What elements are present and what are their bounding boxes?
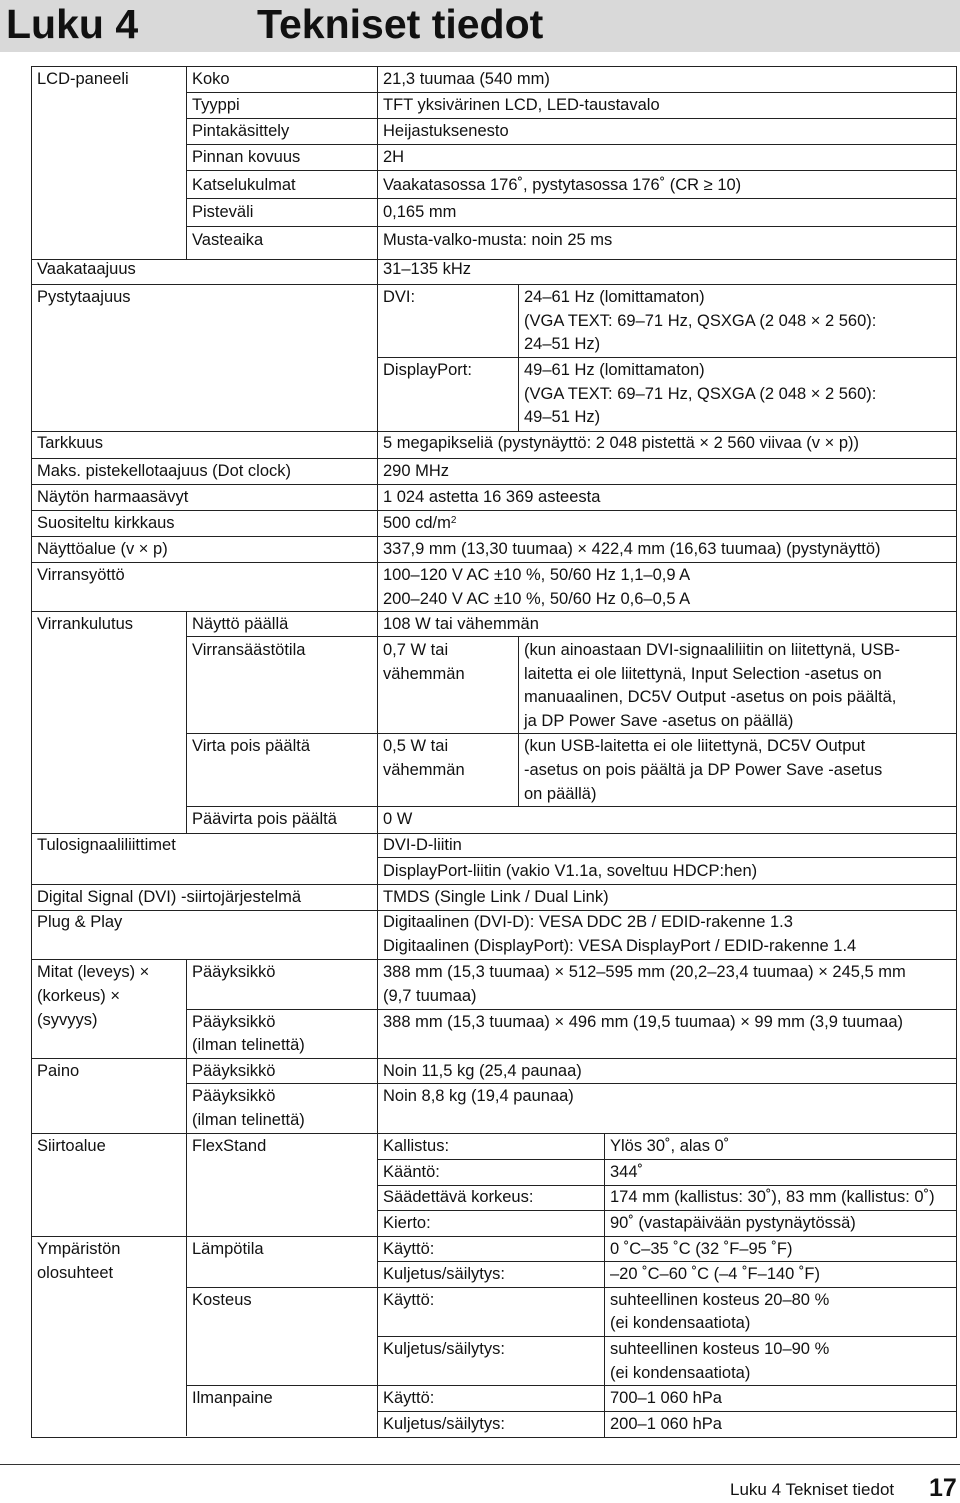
spec-label: Suositeltu kirkkaus xyxy=(37,514,175,532)
col-divider xyxy=(186,611,187,833)
spec-note: laitetta ei ole liitettynä, Input Selection -asetus on xyxy=(524,665,882,683)
spec-key: (ilman telinettä) xyxy=(192,1036,305,1054)
spec-value: 0,7 W tai xyxy=(383,641,449,659)
col-divider xyxy=(186,959,187,1436)
spec-value: TMDS (Single Link / Dual Link) xyxy=(383,888,609,906)
footer-chapter: Luku 4 Tekniset tiedot xyxy=(730,1480,895,1499)
spec-label: olosuhteet xyxy=(37,1264,114,1282)
row-divider xyxy=(31,259,957,260)
spec-key: Katselukulmat xyxy=(192,176,296,194)
row-divider xyxy=(31,1133,957,1134)
spec-value: (VGA TEXT: 69–71 Hz, QSXGA (2 048 × 2 560): xyxy=(524,312,877,330)
brightness-sup: 2 xyxy=(450,515,457,526)
spec-note: manuaalinen, DC5V Output -asetus on pois päältä, xyxy=(524,688,897,706)
spec-key: Pääyksikkö xyxy=(192,963,276,981)
spec-value: 5 megapikseliä (pystynäyttö: 2 048 pistettä × 2 560 viivaa (v × p)) xyxy=(383,434,860,452)
subrow-divider xyxy=(377,1336,957,1337)
spec-value xyxy=(383,512,456,536)
subrow-divider xyxy=(186,92,957,93)
spec-value: 0,165 mm xyxy=(383,203,457,221)
spec-label: Digital Signal (DVI) -siirtojärjestelmä xyxy=(37,888,302,906)
spec-key: Käyttö: xyxy=(383,1389,435,1407)
spec-key: Kosteus xyxy=(192,1291,252,1309)
spec-key: Säädettävä korkeus: xyxy=(383,1188,534,1206)
spec-value: 0 ˚C–35 ˚C (32 ˚F–95 ˚F) xyxy=(610,1240,793,1258)
spec-key: Pääyksikkö xyxy=(192,1062,276,1080)
spec-key: Vasteaika xyxy=(192,231,264,249)
spec-key: Kierto: xyxy=(383,1214,431,1232)
spec-value: suhteellinen kosteus 10–90 % xyxy=(610,1340,830,1358)
subrow-divider xyxy=(186,226,957,227)
footer-rule xyxy=(0,1464,960,1465)
spec-value: 388 mm (15,3 tuumaa) × 496 mm (19,5 tuumaa) × 99 mm (3,9 tuumaa) xyxy=(383,1013,903,1031)
subrow-divider xyxy=(186,170,957,171)
subrow-divider xyxy=(186,144,957,145)
spec-note: -asetus on pois päältä ja DP Power Save -asetus xyxy=(524,761,883,779)
spec-value: 49–61 Hz (lomittamaton) xyxy=(524,361,705,379)
spec-label: Paino xyxy=(37,1062,80,1080)
spec-label: Tarkkuus xyxy=(37,434,104,452)
spec-key: Pinnan kovuus xyxy=(192,148,301,166)
spec-key: Kallistus: xyxy=(383,1137,450,1155)
spec-note: ja DP Power Save -asetus on päällä) xyxy=(524,712,794,730)
spec-key: Virta pois päältä xyxy=(192,737,311,755)
row-divider xyxy=(31,510,957,511)
spec-value: 200–1 060 hPa xyxy=(610,1415,722,1433)
spec-value: Heijastuksenesto xyxy=(383,122,509,140)
spec-value: Noin 8,8 kg (19,4 paunaa) xyxy=(383,1087,574,1105)
spec-value: 49–51 Hz) xyxy=(524,408,601,426)
spec-key: Käyttö: xyxy=(383,1240,435,1258)
spec-key: Pääyksikkö xyxy=(192,1087,276,1105)
subrow-divider xyxy=(186,1009,957,1010)
row-divider xyxy=(31,1058,957,1059)
spec-value: vähemmän xyxy=(383,665,465,683)
spec-value: 21,3 tuumaa (540 mm) xyxy=(383,70,550,88)
spec-key: Virransäästötila xyxy=(192,641,306,659)
spec-value: DVI-D-liitin xyxy=(383,836,462,854)
row-divider xyxy=(31,458,957,459)
spec-label: Näyttöalue (v × p) xyxy=(37,540,168,558)
spec-value: 0,5 W tai xyxy=(383,737,449,755)
subrow-divider xyxy=(377,357,957,358)
spec-key: DVI: xyxy=(383,288,416,306)
spec-value: 24–51 Hz) xyxy=(524,335,601,353)
lcd-panel-label: LCD-paneeli xyxy=(37,70,129,88)
col-divider xyxy=(186,66,187,259)
spec-value: DisplayPort-liitin (vakio V1.1a, soveltuu HDCP:hen) xyxy=(383,862,758,880)
spec-value: 108 W tai vähemmän xyxy=(383,615,539,633)
spec-value: TFT yksivärinen LCD, LED-taustavalo xyxy=(383,96,660,114)
spec-key: Lämpötila xyxy=(192,1240,264,1258)
subrow-divider xyxy=(186,636,957,637)
spec-value: Digitaalinen (DisplayPort): VESA DisplayPort / EDID-rakenne 1.4 xyxy=(383,937,857,955)
spec-value: 174 mm (kallistus: 30˚), 83 mm (kallistus: 0˚) xyxy=(610,1188,935,1206)
spec-key: Kuljetus/säilytys: xyxy=(383,1415,505,1433)
row-divider xyxy=(31,484,957,485)
spec-key: Pisteväli xyxy=(192,203,254,221)
spec-value: Noin 11,5 kg (25,4 paunaa) xyxy=(383,1062,582,1080)
subrow-divider xyxy=(377,1210,957,1211)
spec-value: suhteellinen kosteus 20–80 % xyxy=(610,1291,830,1309)
spec-value: 700–1 060 hPa xyxy=(610,1389,722,1407)
spec-value: 337,9 mm (13,30 tuumaa) × 422,4 mm (16,63 tuumaa) (pystynäyttö) xyxy=(383,540,881,558)
spec-value: (VGA TEXT: 69–71 Hz, QSXGA (2 048 × 2 560): xyxy=(524,385,877,403)
spec-label: Plug & Play xyxy=(37,913,123,931)
spec-key: Ilmanpaine xyxy=(192,1389,273,1407)
spec-label: Pystytaajuus xyxy=(37,288,131,306)
col-divider xyxy=(518,284,519,431)
spec-note: on päällä) xyxy=(524,785,597,803)
spec-value: 0 W xyxy=(383,810,413,828)
subrow-divider xyxy=(186,1385,957,1386)
spec-label: Tulosignaaliliittimet xyxy=(37,836,176,854)
spec-note: (kun ainoastaan DVI-signaaliliitin on liitettynä, USB- xyxy=(524,641,901,659)
page-number: 17 xyxy=(929,1474,957,1502)
spec-value: Digitaalinen (DVI-D): VESA DDC 2B / EDID-rakenne 1.3 xyxy=(383,913,793,931)
spec-value: 2H xyxy=(383,148,405,166)
spec-key: Pintakäsittely xyxy=(192,122,290,140)
spec-value: 344˚ xyxy=(610,1163,644,1181)
chapter-title: Tekniset tiedot xyxy=(257,1,544,47)
spec-value: Musta-valko-musta: noin 25 ms xyxy=(383,231,613,249)
spec-value: Vaakatasossa 176˚, pystytasossa 176˚ (CR ≥ 10) xyxy=(383,176,742,194)
subrow-divider xyxy=(377,1411,957,1412)
spec-key: (ilman telinettä) xyxy=(192,1111,305,1129)
spec-label: Virransyöttö xyxy=(37,566,125,584)
subrow-divider xyxy=(186,118,957,119)
spec-value: 388 mm (15,3 tuumaa) × 512–595 mm (20,2–23,4 tuumaa) × 245,5 mm xyxy=(383,963,906,981)
spec-value: –20 ˚C–60 ˚C (–4 ˚F–140 ˚F) xyxy=(610,1265,820,1283)
spec-key: Päävirta pois päältä xyxy=(192,810,337,828)
spec-key: Pääyksikkö xyxy=(192,1013,276,1031)
spec-value: 31–135 kHz xyxy=(383,260,472,278)
row-divider xyxy=(31,959,957,960)
row-divider xyxy=(31,284,957,285)
spec-label: Maks. pistekellotaajuus (Dot clock) xyxy=(37,462,292,480)
subrow-divider xyxy=(377,1159,957,1160)
spec-key: Tyyppi xyxy=(192,96,240,114)
spec-label: (korkeus) × xyxy=(37,987,120,1005)
col-divider xyxy=(377,66,378,1438)
spec-label: Vaakataajuus xyxy=(37,260,136,278)
spec-label: Virrankulutus xyxy=(37,615,133,633)
spec-value: vähemmän xyxy=(383,761,465,779)
spec-value: (9,7 tuumaa) xyxy=(383,987,477,1005)
brightness-value: 500 cd/m xyxy=(383,514,451,532)
subrow-divider xyxy=(186,198,957,199)
spec-key: Käyttö: xyxy=(383,1291,435,1309)
spec-value: (ei kondensaatiota) xyxy=(610,1364,751,1382)
spec-value: 290 MHz xyxy=(383,462,450,480)
spec-key: Kääntö: xyxy=(383,1163,440,1181)
spec-label: Siirtoalue xyxy=(37,1137,106,1155)
spec-value: 90˚ (vastapäivään pystynäytössä) xyxy=(610,1214,856,1232)
spec-key: Kuljetus/säilytys: xyxy=(383,1265,505,1283)
spec-label: (syvyys) xyxy=(37,1011,98,1029)
col-divider xyxy=(518,636,519,806)
row-divider xyxy=(31,562,957,563)
spec-value: Ylös 30˚, alas 0˚ xyxy=(610,1137,730,1155)
row-divider xyxy=(31,1236,957,1237)
spec-note: (kun USB-laitetta ei ole liitettynä, DC5V Output xyxy=(524,737,866,755)
spec-value: 100–120 V AC ±10 %, 50/60 Hz 1,1–0,9 A xyxy=(383,566,691,584)
spec-value: (ei kondensaatiota) xyxy=(610,1314,751,1332)
spec-value: 1 024 astetta 16 369 asteesta xyxy=(383,488,601,506)
spec-label: Mitat (leveys) × xyxy=(37,963,150,981)
subrow-divider xyxy=(377,857,957,858)
spec-key: FlexStand xyxy=(192,1137,267,1155)
spec-value: 200–240 V AC ±10 %, 50/60 Hz 0,6–0,5 A xyxy=(383,590,691,608)
chapter-header xyxy=(0,0,960,52)
spec-value: 24–61 Hz (lomittamaton) xyxy=(524,288,705,306)
chapter-number: Luku 4 xyxy=(6,1,139,47)
spec-key: Kuljetus/säilytys: xyxy=(383,1340,505,1358)
row-divider xyxy=(31,884,957,885)
row-divider xyxy=(31,536,957,537)
spec-key: Koko xyxy=(192,70,230,88)
col-divider xyxy=(604,1133,605,1438)
spec-key: Näyttö päällä xyxy=(192,615,289,633)
spec-label: Näytön harmaasävyt xyxy=(37,488,189,506)
spec-key: DisplayPort: xyxy=(383,361,472,379)
spec-label: Ympäristön xyxy=(37,1240,121,1258)
subrow-divider xyxy=(186,1287,957,1288)
